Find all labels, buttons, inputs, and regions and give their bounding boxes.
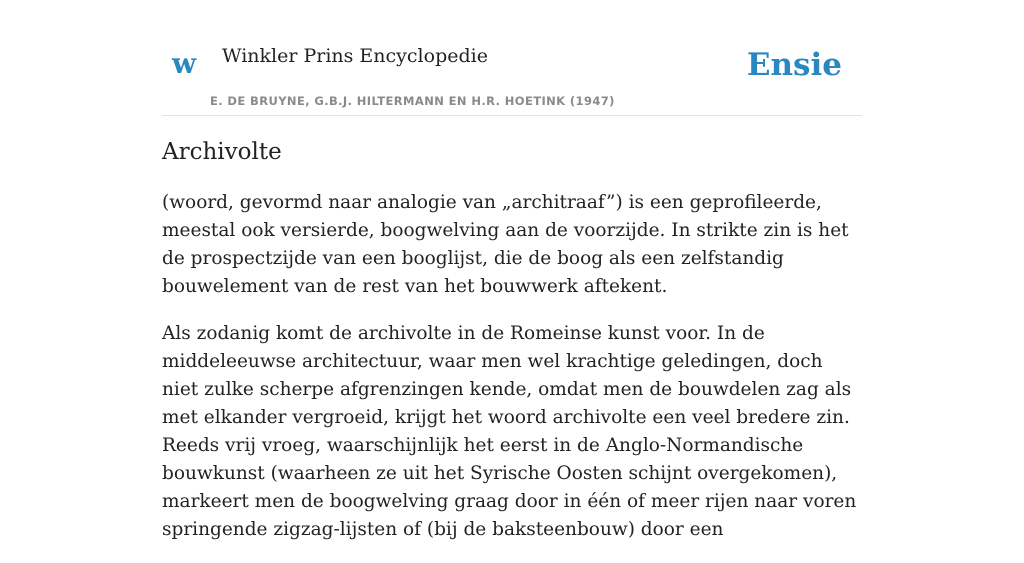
winkler-prins-logo-icon[interactable]: w (172, 47, 197, 80)
site-header (162, 0, 862, 116)
site-title: Winkler Prins Encyclopedie (222, 45, 488, 67)
article (162, 138, 862, 563)
article-paragraph-1: (woord, gevormd naar analogie van „architraaf”) is een geprofileerde, meestal ook versierde, boogwelving aan de voorzijde. In strikte zin is het de prospectzijde van een booglijst, die de boog als een zelfstandig bouwelement van de rest van het bouwwerk aftekent. (162, 191, 849, 297)
article-paragraph-2: Als zodanig komt de archivolte in de Romeinse kunst voor. In de middeleeuwse architectuur, waar men wel krachtige geledingen, doch niet zulke scherpe afgrenzingen kende, omdat men de bouwdelen zag als met elkander vergroeid, krijgt het woord archivolte een veel bredere zin. Reeds vrij vroeg, waarschijnlijk het eerst in de Anglo-Normandische bouwkunst (waarheen ze uit het Syrische Oosten schijnt overgekomen), markeert men de boogwelving graag door in één of meer rijen naar voren springende zigzag-lijsten of (bij de baksteenbouw) door een (162, 322, 857, 540)
author-byline: E. DE BRUYNE, G.B.J. HILTERMANN EN H.R. HOETINK (1947) (210, 94, 615, 108)
ensie-brand-logo[interactable]: Ensie (746, 47, 842, 83)
article-title: Archivolte (162, 139, 282, 165)
